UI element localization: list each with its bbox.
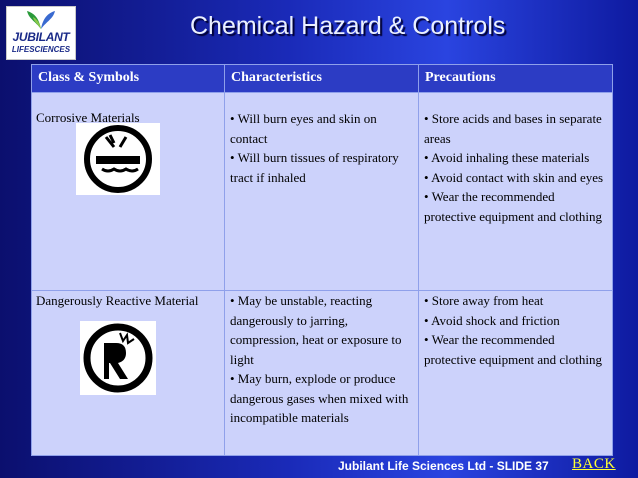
precaution-item: • Avoid contact with skin and eyes [424, 169, 604, 185]
characteristic-item: • Will burn eyes and skin on contact [230, 111, 377, 146]
precautions-cell [419, 93, 613, 291]
precaution-item: • Store acids and bases in separate areas [424, 111, 602, 146]
company-logo [6, 6, 76, 60]
characteristics-cell [225, 291, 419, 456]
table-header-row [32, 65, 613, 93]
class-label: Corrosive Materials [36, 110, 140, 123]
column-header: Class & Symbols [32, 65, 225, 93]
precaution-item: • Avoid shock and friction [424, 312, 560, 328]
class-cell [32, 291, 225, 456]
characteristic-item: • May be unstable, reacting dangerously to jarring, compression, heat or exposure to light [230, 293, 402, 367]
precaution-item: • Wear the recommended protective equipment and clothing [424, 332, 602, 367]
class-label: Dangerously Reactive Material [36, 293, 199, 308]
characteristics-cell [225, 93, 419, 291]
reactive-symbol-icon [80, 321, 156, 395]
table-row [32, 93, 613, 291]
column-header: Precautions [419, 65, 613, 93]
precaution-item: • Store away from heat [424, 293, 544, 308]
precaution-item: • Avoid inhaling these materials [424, 150, 590, 165]
characteristic-item: • Will burn tissues of respiratory tract if inhaled [230, 150, 399, 185]
logo-text-secondary: LIFESCIENCES [11, 45, 71, 54]
logo-text-primary: JUBILANT [12, 30, 70, 44]
class-cell [32, 93, 225, 291]
slide-title: Chemical Hazard & Controls [190, 12, 506, 40]
precautions-cell [419, 291, 613, 456]
corrosive-symbol-icon [76, 123, 160, 195]
back-link[interactable]: BACK [572, 456, 616, 472]
characteristic-item: • May burn, explode or produce dangerous gases when mixed with incompatible materials [230, 371, 409, 425]
slide-footer: Jubilant Life Sciences Ltd - SLIDE 37 [338, 459, 549, 473]
column-header: Characteristics [225, 65, 419, 93]
precaution-item: • Wear the recommended protective equipment and clothing [424, 189, 602, 224]
butterfly-logo-icon [25, 9, 57, 31]
hazard-table [31, 64, 613, 456]
table-row [32, 291, 613, 456]
